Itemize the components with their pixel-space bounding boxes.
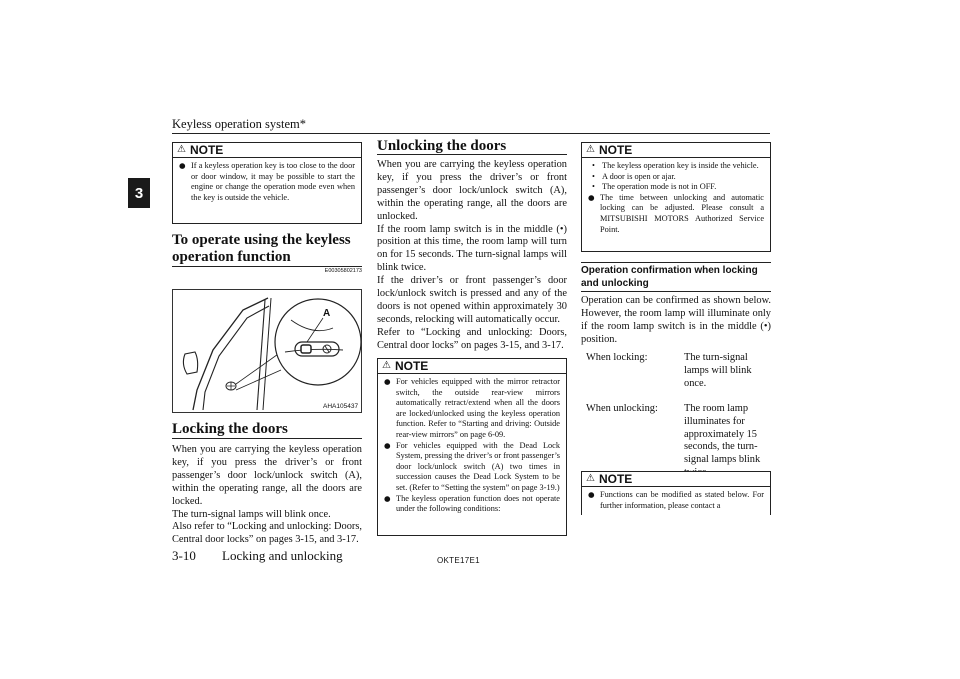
note-label: NOTE: [598, 143, 633, 157]
note-label: NOTE: [394, 359, 429, 373]
dot-icon: •: [592, 171, 595, 181]
door-switch-illustration: [173, 290, 361, 412]
op-row-locking: [586, 352, 771, 391]
subsection-title: Operation confirmation when locking and unlocking: [581, 265, 758, 289]
note-header: [582, 472, 770, 487]
header-rule: [172, 133, 770, 134]
note-text: For vehicles equipped with the mirror retractor switch, the outside rear-view mirrors automatically retract/extend when all the doors are locked/unlocked using the keyless operation function. Refer to “Starting and driving: Outside rear-view mirrors” on page 6-09.: [396, 377, 560, 439]
note-sub-bullet: [588, 182, 764, 193]
paragraph: When you are carrying the keyless operation key, if you press the driver’s or front passenger’s door lock/unlock switch (A), within the operating range, all the doors are locked.: [172, 444, 362, 507]
callout-a: A: [323, 308, 331, 319]
chapter-tab: 3: [128, 178, 150, 208]
note-label: NOTE: [598, 472, 633, 486]
document-code: OKTE17E1: [437, 556, 480, 565]
subsection-box: [581, 262, 771, 292]
op-label: When unlocking:: [586, 402, 658, 414]
note-text: The time between unlocking and automatic locking can be adjusted. Please consult a MITSUBISHI MOTORS Authorized Service Point.: [600, 192, 764, 234]
footer-section-title: Locking and unlocking: [222, 548, 343, 563]
note-bullet: [384, 377, 560, 441]
note-sub-bullet: [588, 161, 764, 172]
note-header: [378, 359, 566, 374]
note-box-3: [581, 142, 771, 252]
note-body: [582, 487, 770, 515]
doc-id: E00305802173: [324, 268, 362, 274]
op-value: The turn-signal lamps will blink once.: [684, 352, 752, 389]
bullet-icon: ●: [588, 192, 595, 202]
dot-icon: •: [592, 161, 595, 170]
unlocking-body: [377, 159, 567, 353]
bullet-icon: ●: [179, 161, 186, 170]
bullet-icon: ●: [384, 493, 391, 503]
section-rule: [172, 438, 362, 439]
note-bullet: [384, 441, 560, 494]
note-sub-bullet: [588, 172, 764, 183]
note-text: If a keyless operation key is too close to the door or door window, it may be possible to start the engine or change the operation mode even when the key is outside the vehicle.: [191, 161, 355, 202]
operation-table: [586, 352, 771, 480]
paragraph: If the driver’s or front passenger’s door lock/unlock switch is pressed and any of the doors is not opened within approximately 30 seconds, relocking will automatically occur.: [377, 275, 567, 325]
op-value: The room lamp illuminates for approximately 15 seconds, the turn-signal lamps blink: [684, 402, 761, 466]
locking-body: [172, 444, 362, 547]
running-header: Keyless operation system*: [172, 117, 307, 131]
note-box-4: [581, 471, 771, 515]
dot-icon: •: [592, 182, 595, 192]
note-bullet: [588, 490, 764, 511]
note-box-2: [377, 358, 567, 536]
bullet-icon: ●: [384, 377, 391, 386]
note-text: The keyless operation key is inside the vehicle.: [602, 161, 759, 170]
note-text: The keyless operation function does not operate under the following conditions:: [396, 493, 560, 514]
paragraph: Refer to “Locking and unlocking: Doors, Central door locks” on pages 3-15, and 3-17.: [377, 326, 567, 351]
note-bullet: [179, 161, 355, 203]
caution-icon: ⚠: [382, 360, 391, 371]
caution-icon: ⚠: [177, 144, 186, 155]
note-text: Functions can be modified as stated below. For further information, please contact a: [600, 490, 764, 510]
section-title-unlocking: Unlocking the doors: [377, 138, 507, 154]
section-rule: [172, 266, 362, 267]
note-header: [582, 143, 770, 158]
paragraph: Also refer to “Locking and unlocking: Doors, Central door locks” on pages 3-15, and 3-17.: [172, 521, 362, 546]
note-bullet: [588, 193, 764, 235]
note-text: A door is open or ajar.: [602, 171, 676, 181]
bullet-icon: ●: [588, 490, 595, 499]
paragraph: If the room lamp switch is in the middle (•) position at this time, the room lamp will turn on for 15 seconds. The turn-signal lamps will blink twice.: [377, 223, 567, 274]
op-label: When locking:: [586, 352, 648, 363]
note-label: NOTE: [189, 143, 224, 157]
note-text: The operation mode is not in OFF.: [602, 182, 717, 192]
section-title-keyless: To operate using the keyless operation function: [172, 232, 351, 265]
paragraph: When you are carrying the keyless operation key, if you press the driver’s or front passenger’s door lock/unlock switch (A), within the operating range, all the doors are unlocked.: [377, 159, 567, 222]
note-body: [173, 158, 361, 207]
operation-body: Operation can be confirmed as shown below. However, the room lamp will illuminate only if the room lamp switch is in the middle (•) position.: [581, 295, 771, 345]
op-row-unlocking: [586, 403, 771, 480]
note-body: [378, 374, 566, 519]
note-header: [173, 143, 361, 158]
page-number: 3-10: [172, 548, 196, 563]
bullet-icon: ●: [384, 440, 391, 450]
door-switch-figure: [172, 289, 362, 413]
section-title-locking: Locking the doors: [172, 421, 288, 437]
paragraph: The turn-signal lamps will blink once.: [172, 508, 331, 520]
note-bullet: [384, 494, 560, 515]
figure-code: AHA105437: [323, 403, 359, 410]
section-rule: [377, 154, 567, 155]
note-box-1: [172, 142, 362, 224]
note-body: [582, 158, 770, 239]
note-text: For vehicles equipped with the Dead Lock System, pressing the driver’s or front passenger’s door lock/unlock switch (A) two times in succession causes the Dead Lock System to be set. (Refer to “Setting the system” on page 3-19.): [396, 440, 560, 492]
caution-icon: ⚠: [586, 144, 595, 155]
caution-icon: ⚠: [586, 473, 595, 484]
